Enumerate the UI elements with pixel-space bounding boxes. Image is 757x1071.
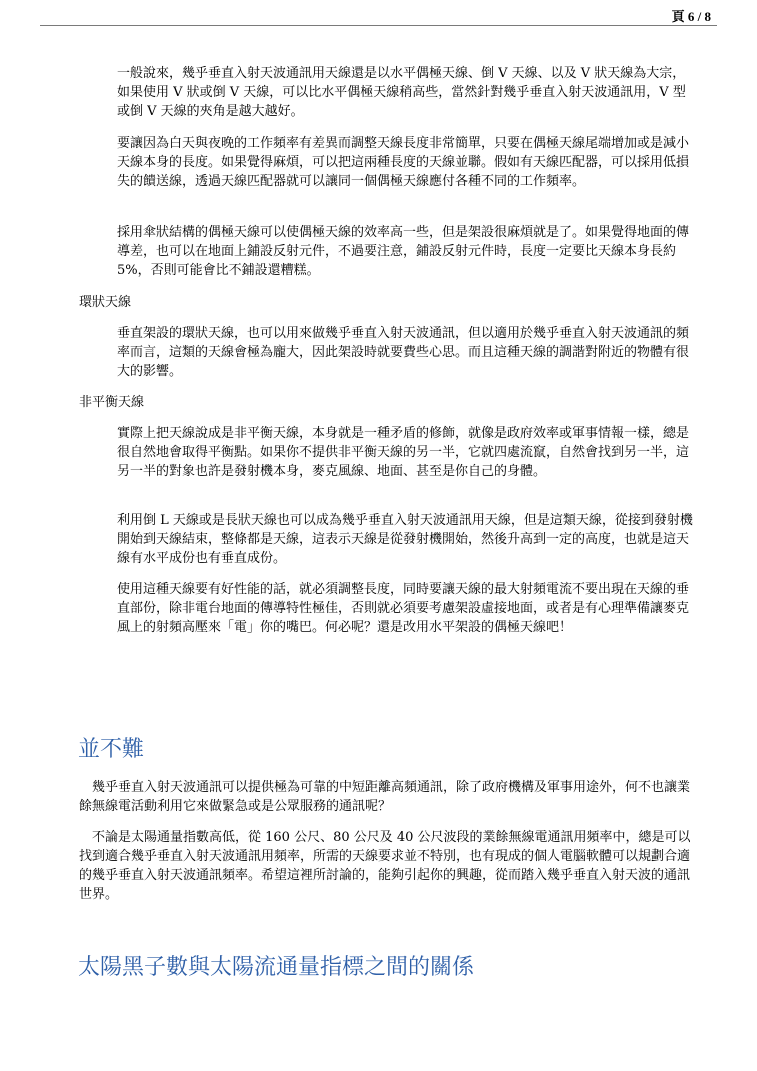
unbalanced-paragraph-3: 使用這種天線要有好性能的話，就必須調整長度，同時要讓天線的最大射頻電流不要出現在天線的垂直部份，除非電台地面的傳導特性極佳，否則就必須要考慮架設虛接地面，或者是有心理準備讓麥克風上的射頻高壓來「電」你的嘴巴。何必呢？還是改用水平架設的偶極天線吧！ bbox=[117, 582, 690, 635]
intro-paragraph-1: 一般說來，幾乎垂直入射天波通訊用天線還是以水平偶極天線、倒 V 天線、以及 V 狀天線為大宗，如果使用 V 狀或倒 V 天線，可以比水平偶極天線稍高些，當然針對幾乎垂直入射天波通訊用，V 型或倒 V 天線的夾角是越大越好。 bbox=[117, 66, 686, 119]
loop-antenna-paragraph: 垂直架設的環狀天線，也可以用來做幾乎垂直入射天波通訊，但以適用於幾乎垂直入射天波通訊的頻率而言，這類的天線會極為龐大，因此架設時就要費些心思。而且這種天線的調諧對附近的物體有很大的影響。 bbox=[117, 326, 690, 379]
header-divider bbox=[40, 25, 717, 26]
unbalanced-antenna-label: 非平衡天線 bbox=[79, 395, 145, 410]
page-number: 頁 6 / 8 bbox=[671, 9, 711, 24]
not-difficult-paragraph-2: 不論是太陽通量指數高低，從 160 公尺、80 公尺及 40 公尺波段的業餘無線電通訊用頻率中，總是可以找到適合幾乎垂直入射天波通訊用頻率，所需的天線要求並不特別，也有現成的個人電腦軟體可以規劃合適的幾乎垂直入射天波通訊頻率。希望這裡所討論的，能夠引起你的興趣，從而踏入幾乎垂直入射天波的通訊世界。 bbox=[79, 830, 691, 902]
next-section-heading: 太陽黑子數與太陽流通量指標之間的關係 bbox=[78, 955, 475, 980]
loop-antenna-label: 環狀天線 bbox=[79, 295, 132, 310]
not-difficult-paragraph-1: 幾乎垂直入射天波通訊可以提供極為可靠的中短距離高頻通訊，除了政府機構及軍事用途外，何不也讓業餘無線電活動利用它來做緊急或是公眾服務的通訊呢？ bbox=[79, 780, 691, 814]
intro-paragraph-3: 採用傘狀結構的偶極天線可以使偶極天線的效率高一些，但是架設很麻煩就是了。如果覺得地面的傳導差，也可以在地面上鋪設反射元件，不過要注意，鋪設反射元件時，長度一定要比天線本身長約 5%，否則可能會比不鋪設還糟糕。 bbox=[117, 225, 690, 278]
intro-paragraph-2: 要讓因為白天與夜晚的工作頻率有差異而調整天線長度非常簡單，只要在偶極天線尾端增加或是減小天線本身的長度。如果覺得麻煩，可以把這兩種長度的天線並聯。假如有天線匹配器，可以採用低損失的饋送線，透過天線匹配器就可以讓同一個偶極天線應付各種不同的工作頻率。 bbox=[117, 136, 690, 189]
unbalanced-paragraph-2: 利用倒 L 天線或是長狀天線也可以成為幾乎垂直入射天波通訊用天線，但是這類天線，從接到發射機開始到天線結束，整條都是天線，這表示天線是從發射機開始，然後升高到一定的高度，也就是這天線有水平成份也有垂直成份。 bbox=[117, 513, 693, 566]
unbalanced-paragraph-1: 實際上把天線說成是非平衡天線，本身就是一種矛盾的修飾，就像是政府效率或軍事情報一樣，總是很自然地會取得平衡點。如果你不提供非平衡天線的另一半，它就四處流竄，自然會找到另一半，這另一半的對象也許是發射機本身，麥克風線、地面、甚至是你自己的身體。 bbox=[117, 426, 690, 479]
not-difficult-heading: 並不難 bbox=[78, 737, 145, 762]
